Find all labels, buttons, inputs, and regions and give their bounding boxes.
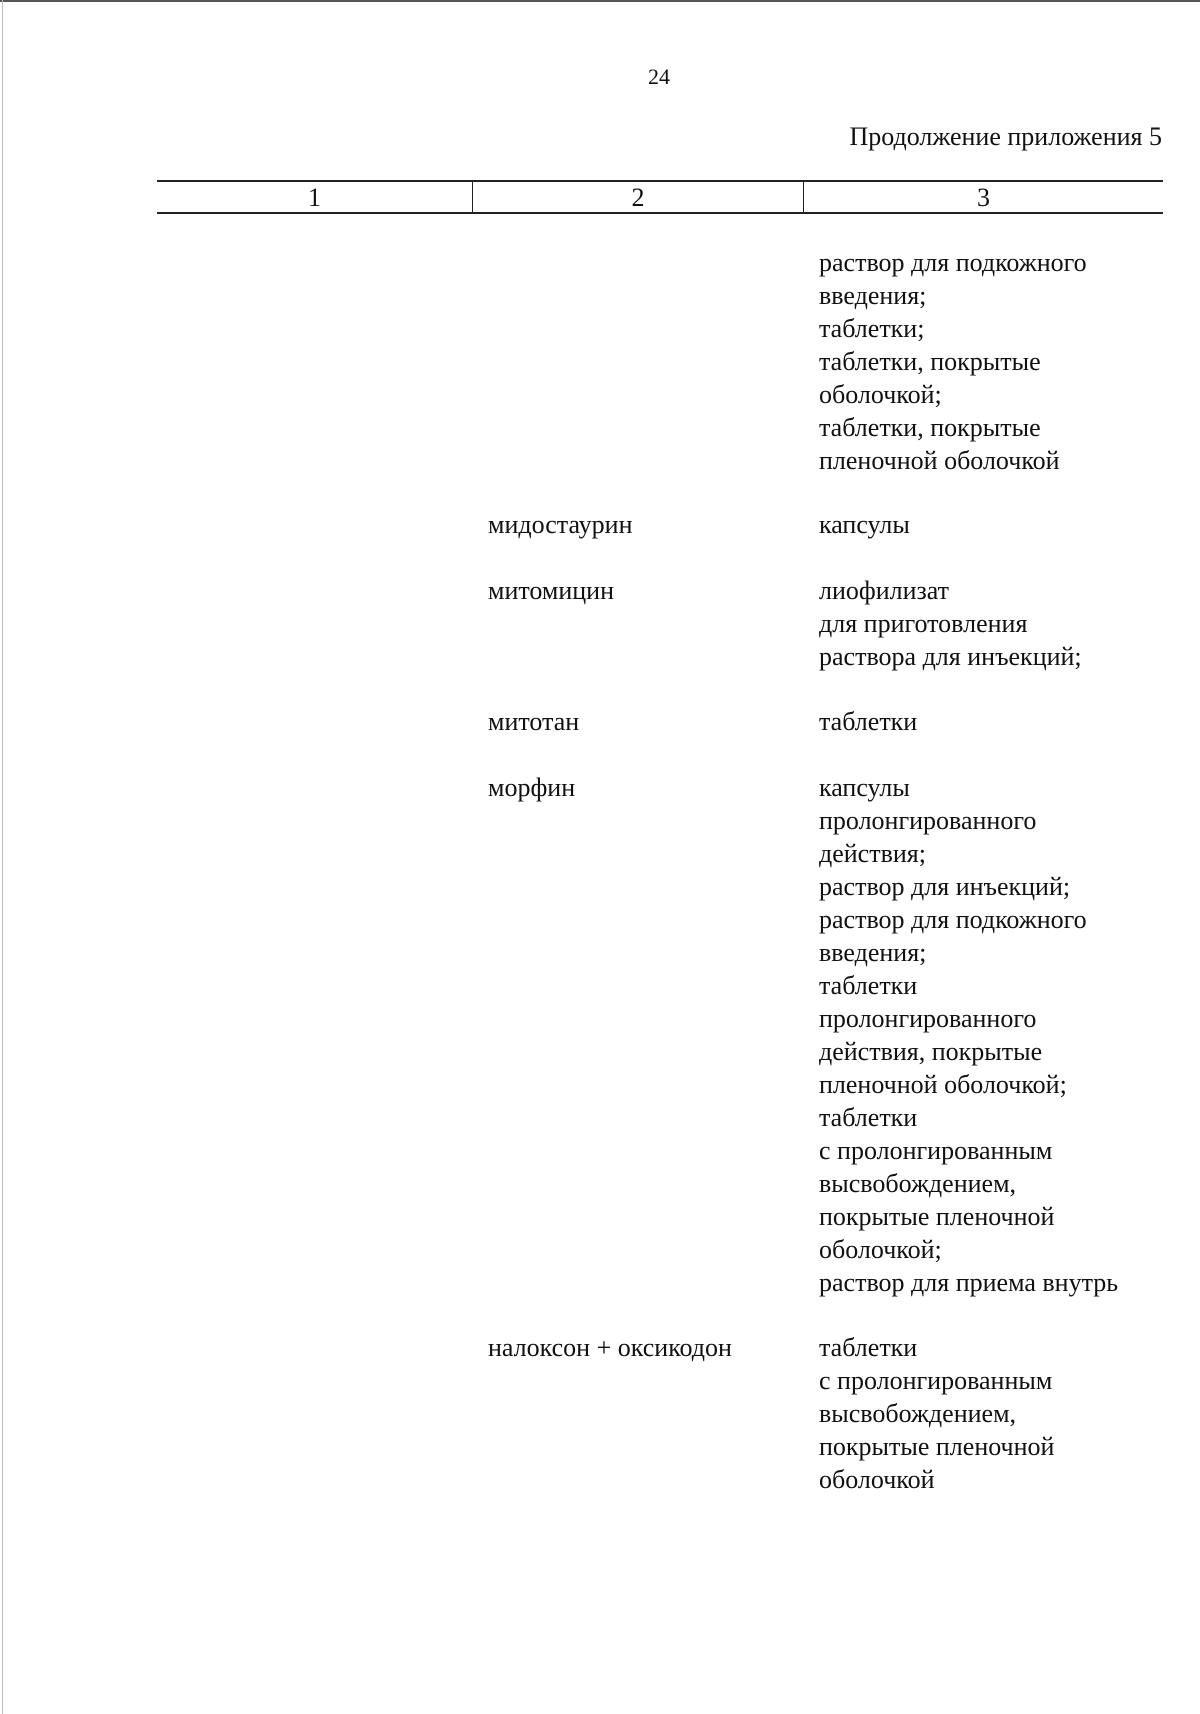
- dosage-form: покрытые пленочной: [819, 1202, 1055, 1231]
- dosage-form-list: [819, 574, 1164, 673]
- dosage-form: таблетки: [819, 707, 918, 736]
- dosage-form: действия;: [819, 839, 926, 868]
- drug-name: мидостаурин: [488, 510, 633, 539]
- dosage-form-list: [819, 1331, 1164, 1496]
- dosage-form: капсулы: [819, 773, 910, 802]
- drug-name: митотан: [488, 707, 580, 736]
- column-header-1: 1: [157, 182, 473, 212]
- page-number: 24: [648, 64, 670, 89]
- dosage-form: для приготовления: [819, 609, 1028, 638]
- column-header-2: 2: [473, 182, 804, 212]
- dosage-form: раствор для подкожного: [819, 248, 1087, 277]
- dosage-form: с пролонгированным: [819, 1366, 1053, 1395]
- drug-name: морфин: [488, 773, 576, 802]
- dosage-form: раствора для инъекций;: [819, 642, 1082, 671]
- dosage-form-list: [819, 705, 1164, 738]
- dosage-form-list: [819, 771, 1164, 1299]
- drug-name: митомицин: [488, 576, 615, 605]
- drug-name: налоксон + оксикодон: [488, 1333, 732, 1362]
- dosage-form: покрытые пленочной: [819, 1432, 1055, 1461]
- dosage-form: введения;: [819, 938, 927, 967]
- dosage-form: раствор для подкожного: [819, 905, 1087, 934]
- dosage-form: пролонгированного: [819, 806, 1037, 835]
- dosage-form: с пролонгированным: [819, 1136, 1053, 1165]
- appendix-continuation-note: Продолжение приложения 5: [849, 122, 1162, 151]
- dosage-form: таблетки, покрытые: [819, 413, 1041, 442]
- dosage-form: таблетки: [819, 1103, 918, 1132]
- dosage-form: введения;: [819, 281, 927, 310]
- dosage-form: оболочкой: [819, 1465, 935, 1494]
- dosage-form: высвобождением,: [819, 1169, 1017, 1198]
- dosage-form: пролонгированного: [819, 1004, 1037, 1033]
- dosage-form: действия, покрытые: [819, 1037, 1043, 1066]
- dosage-form: лиофилизат: [819, 576, 950, 605]
- dosage-form: капсулы: [819, 510, 910, 539]
- dosage-form: таблетки: [819, 1333, 918, 1362]
- dosage-form: оболочкой;: [819, 380, 942, 409]
- dosage-form: высвобождением,: [819, 1399, 1017, 1428]
- dosage-form: пленочной оболочкой: [819, 446, 1060, 475]
- dosage-form: оболочкой;: [819, 1235, 942, 1264]
- dosage-form: раствор для приема внутрь: [819, 1268, 1119, 1297]
- dosage-form: таблетки: [819, 971, 918, 1000]
- dosage-form-list: [819, 246, 1164, 477]
- dosage-form: таблетки, покрытые: [819, 347, 1041, 376]
- dosage-form-list: [819, 508, 1164, 541]
- dosage-form: раствор для инъекций;: [819, 872, 1071, 901]
- column-header-3: 3: [977, 183, 990, 212]
- page-top-edge: [0, 0, 1200, 2]
- dosage-form: таблетки;: [819, 314, 925, 343]
- dosage-form: пленочной оболочкой;: [819, 1070, 1067, 1099]
- page-left-edge: [2, 0, 3, 1714]
- table-header: [157, 180, 1163, 214]
